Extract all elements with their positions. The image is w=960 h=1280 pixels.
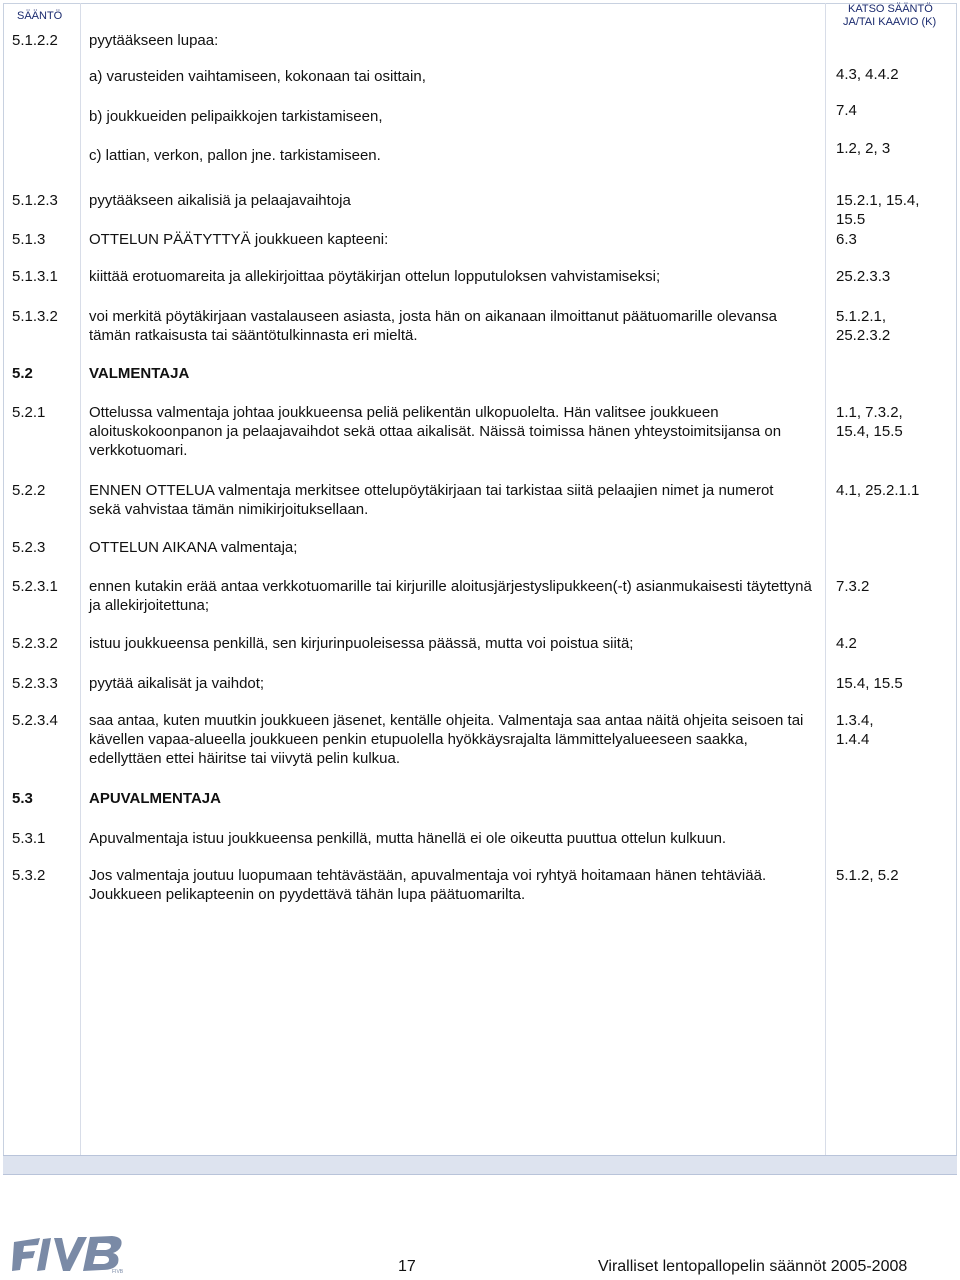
rule-number: 5.2.3.3 xyxy=(12,675,58,692)
rule-ref: 5.1.2, 5.2 xyxy=(836,867,899,884)
rule-ref: 1.3.4, 1.4.4 xyxy=(836,712,874,748)
rule-text: c) lattian, verkon, pallon jne. tarkistamiseen. xyxy=(89,147,381,164)
header-rule-label: SÄÄNTÖ xyxy=(17,10,63,22)
rule-text: pyytää aikalisät ja vaihdot; xyxy=(89,675,265,692)
rule-text: a) varusteiden vaihtamiseen, kokonaan tai osittain, xyxy=(89,68,426,85)
rule-text: ENNEN OTTELUA valmentaja merkitsee ottelupöytäkirjaan tai tarkistaa siitä pelaajien nimet ja numerot sekä vahvistaa tämän nimikirjoituksellaan. xyxy=(89,482,774,518)
logo-text: FIVB xyxy=(112,1269,124,1274)
rule-text: ennen kutakin erää antaa verkkotuomarille tai kirjurille aloitusjärjestyslipukkeen(-t) asianmukaisesti täytettynä ja allekirjoitettuna; xyxy=(89,578,812,614)
rule-text: istuu joukkueensa penkillä, sen kirjurinpuoleisessa päässä, mutta voi poistua siitä; xyxy=(89,635,634,652)
rule-number: 5.2.3.1 xyxy=(12,578,58,595)
rule-ref: 4.3, 4.4.2 xyxy=(836,66,899,83)
header-ref-label-2: JA/TAI KAAVIO (K) xyxy=(843,16,937,28)
rule-ref: 25.2.3.3 xyxy=(836,268,891,285)
rule-number: 5.3.1 xyxy=(12,830,46,847)
rule-ref: 6.3 xyxy=(836,231,857,248)
rule-text: saa antaa, kuten muutkin joukkueen jäsenet, kentälle ohjeita. Valmentaja saa antaa näitä ohjeita seisoen tai kävellen vapaa-alueella joukkueen penkin etupuolella hyökkäysrajalta lämmittelyalueeseen saakka, edellyttäen ettei häiritse tai viivytä pelin kulkua. xyxy=(89,712,804,767)
rule-text: pyytääkseen aikalisiä ja pelaajavaihtoja xyxy=(89,192,351,209)
rule-number: 5.1.2.3 xyxy=(12,192,58,209)
rule-text: OTTELUN AIKANA valmentaja; xyxy=(89,539,298,556)
rule-ref: 15.4, 15.5 xyxy=(836,675,903,692)
rule-text: voi merkitä pöytäkirjaan vastalauseen asiasta, josta hän on aikanaan ilmoittanut päätuomarille olevansa tämän ratkaisusta tai sääntötulkinnasta eri mieltä. xyxy=(89,308,777,344)
rule-number: 5.3.2 xyxy=(12,867,46,884)
header-ref-label-1: KATSO SÄÄNTÖ xyxy=(848,3,933,15)
rule-text: b) joukkueiden pelipaikkojen tarkistamiseen, xyxy=(89,108,383,125)
section-title: APUVALMENTAJA xyxy=(89,790,221,807)
rule-ref: 1.1, 7.3.2, 15.4, 15.5 xyxy=(836,404,903,440)
rule-number: 5.1.3.2 xyxy=(12,308,58,325)
rule-ref: 4.1, 25.2.1.1 xyxy=(836,482,920,499)
rule-number: 5.2.3.2 xyxy=(12,635,58,652)
section-number: 5.3 xyxy=(12,790,33,807)
column-divider-right xyxy=(825,3,826,1175)
rule-text: kiittää erotuomareita ja allekirjoittaa pöytäkirjan ottelun lopputuloksen vahvistamiseksi; xyxy=(89,268,661,285)
fivb-logo xyxy=(12,1234,130,1274)
rule-text: Jos valmentaja joutuu luopumaan tehtävästään, apuvalmentaja voi ryhtyä hoitamaan hänen tehtäviää. Joukkueen pelikapteenin on pyydettävä tähän lupa päätuomarilta. xyxy=(89,867,767,903)
rule-number: 5.2.3.4 xyxy=(12,712,58,729)
bottom-band xyxy=(3,1155,957,1175)
rule-number: 5.2.1 xyxy=(12,404,46,421)
section-number: 5.2 xyxy=(12,365,33,382)
rule-ref: 7.3.2 xyxy=(836,578,870,595)
rule-number: 5.1.3.1 xyxy=(12,268,58,285)
rule-ref: 7.4 xyxy=(836,102,857,119)
rule-number: 5.2.2 xyxy=(12,482,46,499)
rule-text: pyytääkseen lupaa: xyxy=(89,32,219,49)
rule-ref: 5.1.2.1, 25.2.3.2 xyxy=(836,308,891,344)
rule-ref: 15.2.1, 15.4, 15.5 xyxy=(836,192,920,228)
rule-text: Ottelussa valmentaja johtaa joukkueensa peliä pelikentän ulkopuolelta. Hän valitsee joukkueen aloituskokoonpanon ja pelaajavaihdot sekä ottaa aikalisät. Näissä toimissa hänen yhteystoimitsijansa on verkkotuomari. xyxy=(89,404,782,459)
rule-number: 5.1.2.2 xyxy=(12,32,58,49)
rule-number: 5.2.3 xyxy=(12,539,46,556)
column-divider-left xyxy=(80,3,81,1175)
rule-text: Apuvalmentaja istuu joukkueensa penkillä, mutta hänellä ei ole oikeutta puuttua ottelun kulkuun. xyxy=(89,830,727,847)
rule-ref: 4.2 xyxy=(836,635,857,652)
document-title: Viralliset lentopallopelin säännöt 2005-2008 xyxy=(598,1258,908,1275)
page-number: 17 xyxy=(398,1258,416,1275)
rule-ref: 1.2, 2, 3 xyxy=(836,140,891,157)
rule-number: 5.1.3 xyxy=(12,231,46,248)
rule-text: OTTELUN PÄÄTYTTYÄ joukkueen kapteeni: xyxy=(89,231,389,248)
section-title: VALMENTAJA xyxy=(89,365,190,382)
